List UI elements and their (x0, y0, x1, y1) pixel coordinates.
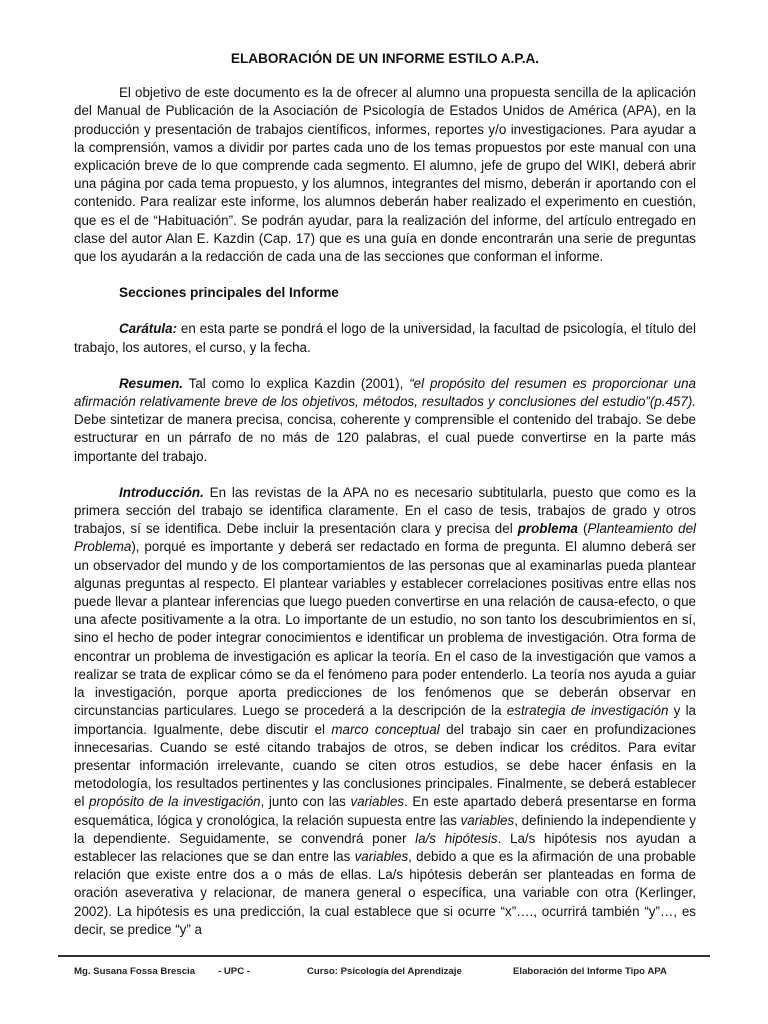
introduccion-label: Introducción. (119, 484, 204, 500)
intro-text-4: y la importancia. Igualmente, debe discutir el (74, 703, 697, 737)
footer-divider (58, 955, 710, 957)
marco-term: marco conceptual (331, 721, 440, 737)
caratula-label: Carátula: (119, 321, 178, 337)
hipotesis-term: la/s hipótesis (415, 830, 498, 846)
variables-term: variables (460, 812, 515, 828)
intro-text-2: ( (577, 521, 588, 537)
footer-author: Mg. Susana Fossa Brescia (74, 966, 196, 977)
intro-text-5: del trabajo sin caer en profundizaciones innecesarias. Cuando se esté citando trabajos de otros, se deben indicar los créditos. Para evitar presentar información irrelevante, cuando se citen otros estudios, se debe hacer énfasis en la metodología, los resultados pertinentes y las conclusiones principales. Finalmente, se deberá establecer el (74, 721, 696, 810)
section-heading: Secciones principales del Informe (119, 285, 339, 301)
footer-doc-title: Elaboración del Informe Tipo APA (513, 966, 667, 977)
document-title: ELABORACIÓN DE UN INFORME ESTILO A.P.A. (230, 51, 540, 66)
resumen-text-before: Tal como lo explica Kazdin (2001), (183, 375, 410, 391)
variables-term: variables (354, 848, 409, 864)
intro-text-6: , junto con las (260, 794, 351, 810)
intro-text-1: En las revistas de la APA no es necesario subtitularla, puesto que como es la primera sección del trabajo se identifica claramente. En el caso de tesis, trabajos de grado y otros trabajos, sí se identifica. Debe incluir la presentación clara y precisa del (74, 484, 696, 537)
intro-text-7: . En este apartado deberá presentarse en forma esquemática, lógica y cronológica, la relación supuesta entre las (74, 794, 696, 828)
caratula-paragraph (74, 320, 696, 356)
caratula-text: en esta parte se pondrá el logo de la universidad, la facultad de psicología, el título del trabajo, los autores, el curso, y la fecha. (74, 321, 696, 355)
resumen-quote: “el propósito del resumen es proporcionar una afirmación relativamente breve de los objetivos, métodos, resultados y conclusiones del estudio”(p.457). (74, 375, 697, 410)
resumen-text-after: Debe sintetizar de manera precisa, concisa, coherente y comprensible el contenido del trabajo. Se debe estructurar en un párrafo de no más de 120 palabras, el cual puede convertirse en la parte más importante del trabajo. (74, 412, 696, 464)
variables-term: variables (350, 794, 405, 810)
resumen-paragraph (74, 375, 696, 466)
resumen-label: Resumen. (119, 375, 183, 391)
intro-text-3: ), porqué es importante y deberá ser redactado en forma de pregunta. El alumno deberá ser un observador del mundo y de los comportamientos de las personas que al examinarlas pueda plantear algunas preguntas al respecto. El plantear variables y establecer correlaciones positivas entre ellas nos puede llevar a plantear inferencias que luego pueden convertirse en una relación de causa-efecto, o que una afecte positivamente a la otra. Lo importante de un estudio, no son tanto los descubrimientos en sí, sino el hecho de poder integrar conocimientos e identificar un problema de investigación. Otra forma de encontrar un problema de investigación es aplicar la teoría. En el caso de la investigación que vamos a realizar se trata de explicar cómo se da el fenómeno para poder entenderlo. La teoría nos ayuda a guiar la investigación, porque aporta predicciones de los fenómenos que se deberán observar en circunstancias particulares. Luego se procederá a la descripción de la (74, 539, 696, 719)
proposito-term: propósito de la investigación (89, 794, 261, 810)
problema-term: problema (517, 521, 578, 537)
footer-institution: - UPC - (218, 966, 250, 977)
intro-paragraph: El objetivo de este documento es la de ofrecer al alumno una propuesta sencilla de la aplicación del Manual de Publicación de la Asociación de Psicología de Estados Unidos de América (APA), en la producción y presentación de trabajos científicos, informes, reportes y/o investigaciones. Para ayudar a la comprensión, vamos a dividir por partes cada uno de los temas propuestos por este manual con una explicación breve de lo que comprende cada segmento. El alumno, jefe de grupo del WIKI, deberá abrir una página por cada tema propuesto, y los alumnos, integrantes del mismo, deberán ir aportando con el contenido. Para realizar este informe, los alumnos deberán haber realizado el experimento en cuestión, que es el de “Habituación”. Se podrán ayudar, para la realización del informe, del artículo entregado en clase del autor Alan E. Kazdin (Cap. 17) que es una guía en donde encontrarán una serie de preguntas que los ayudarán a la redacción de cada una de las secciones que conforman el informe. (74, 85, 696, 265)
footer-course: Curso: Psicología del Aprendizaje (307, 966, 462, 977)
introduccion-paragraph (74, 484, 696, 939)
intro-text-8: , definiendo la independiente y la dependiente. Seguidamente, se convendrá poner (74, 812, 696, 846)
estrategia-term: estrategia de investigación (506, 703, 669, 719)
document-page (74, 50, 696, 939)
intro-text-10: , debido a que es la afirmación de una probable relación que existe entre dos a o más de ellas. La/s hipótesis deberán ser planteadas en forma de oración aseverativa y relacionar, de manera general o específica, una variable con otra (Kerlinger, 2002). La hipótesis es una predicción, la cual establece que si ocurre “x”…., ocurrirá también “y”…, es decir, se predice “y” a (74, 848, 696, 937)
intro-text-9: . La/s hipótesis nos ayudan a establecer las relaciones que se dan entre las (74, 830, 696, 864)
planteamiento-term: Planteamiento del Problema (74, 521, 696, 555)
